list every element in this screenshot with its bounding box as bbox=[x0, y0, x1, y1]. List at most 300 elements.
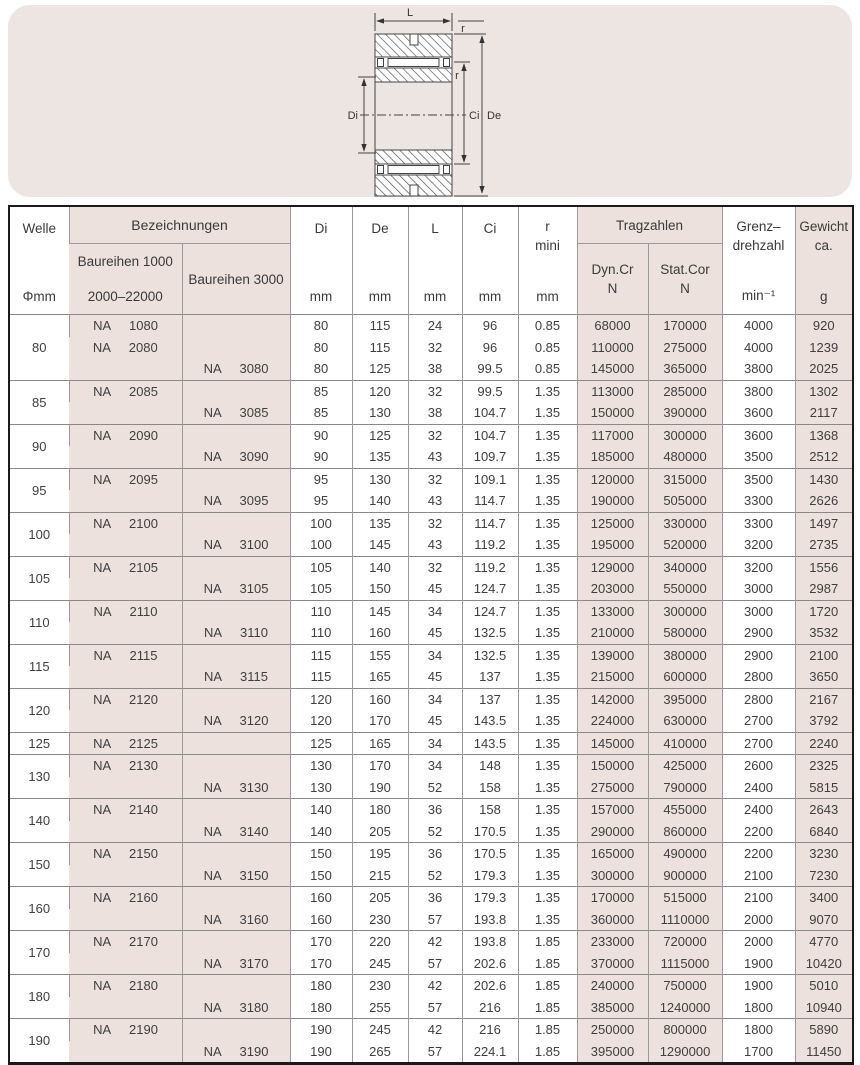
designation-1000-cell: NA 2115 bbox=[69, 644, 182, 666]
designation-1000-cell bbox=[69, 402, 182, 424]
de-cell: 135 bbox=[352, 512, 408, 534]
de-cell: 160 bbox=[352, 622, 408, 644]
stat-cor-cell: 455000 bbox=[648, 799, 722, 821]
di-cell: 180 bbox=[290, 975, 352, 997]
grenzdrehzahl-cell: 3300 bbox=[722, 490, 795, 512]
table-row bbox=[9, 777, 853, 799]
welle-label: Welle bbox=[22, 221, 56, 236]
dyn-cr-cell: 68000 bbox=[577, 315, 648, 337]
l-cell: 52 bbox=[408, 777, 462, 799]
designation-1000-cell bbox=[69, 710, 182, 732]
grenzdrehzahl-cell: 1900 bbox=[722, 953, 795, 975]
designation-3000-cell: NA 3105 bbox=[182, 578, 290, 600]
r-mini-cell: 0.85 bbox=[518, 358, 577, 380]
stat-cor-cell: 860000 bbox=[648, 821, 722, 843]
designation-3000-cell: NA 3090 bbox=[182, 446, 290, 468]
de-cell: 170 bbox=[352, 755, 408, 777]
di-cell: 100 bbox=[290, 512, 352, 534]
di-cell: 100 bbox=[290, 534, 352, 556]
de-cell: 205 bbox=[352, 887, 408, 909]
table-row bbox=[9, 1041, 853, 1064]
dyn-cr-cell: 165000 bbox=[577, 843, 648, 865]
designation-3000-cell bbox=[182, 887, 290, 909]
designation-1000-cell bbox=[69, 953, 182, 975]
table-row bbox=[9, 337, 853, 359]
stat-cor-cell: 790000 bbox=[648, 777, 722, 799]
l-cell: 43 bbox=[408, 534, 462, 556]
lube-groove-bottom bbox=[410, 185, 418, 196]
de-cell: 135 bbox=[352, 446, 408, 468]
welle-symbol: Φmm bbox=[22, 289, 56, 304]
stat-cor-cell: 170000 bbox=[648, 315, 722, 337]
ci-cell: 170.5 bbox=[462, 821, 518, 843]
de-cell: 245 bbox=[352, 953, 408, 975]
l-cell: 45 bbox=[408, 666, 462, 688]
designation-1000-cell bbox=[69, 490, 182, 512]
header-bezeichnungen: Bezeichnungen bbox=[69, 206, 290, 244]
table-row bbox=[9, 843, 853, 865]
ci-cell: 148 bbox=[462, 755, 518, 777]
de-cell: 140 bbox=[352, 556, 408, 578]
ci-label: Ci bbox=[483, 221, 497, 236]
grenzdrehzahl-cell: 3500 bbox=[722, 468, 795, 490]
dyn-cr-cell: 113000 bbox=[577, 380, 648, 402]
di-cell: 190 bbox=[290, 1019, 352, 1041]
l-cell: 34 bbox=[408, 600, 462, 622]
grenzdrehzahl-cell: 1900 bbox=[722, 975, 795, 997]
r-mini-cell: 1.35 bbox=[518, 490, 577, 512]
de-cell: 130 bbox=[352, 402, 408, 424]
dyn-cr-cell: 300000 bbox=[577, 865, 648, 887]
designation-3000-cell bbox=[182, 600, 290, 622]
dyn-cr-cell: 215000 bbox=[577, 666, 648, 688]
designation-1000-cell: NA 2090 bbox=[69, 424, 182, 446]
di-cell: 190 bbox=[290, 1041, 352, 1064]
r-mini-cell: 0.85 bbox=[518, 337, 577, 359]
di-cell: 120 bbox=[290, 710, 352, 732]
stat-cor-cell: 330000 bbox=[648, 512, 722, 534]
gewicht-cell: 2100 bbox=[795, 644, 853, 666]
r-mini-cell: 1.35 bbox=[518, 688, 577, 710]
table-row bbox=[9, 887, 853, 909]
de-unit: mm bbox=[368, 289, 392, 304]
grenzdrehzahl-cell: 3600 bbox=[722, 424, 795, 446]
dyn-cr-cell: 117000 bbox=[577, 424, 648, 446]
r-mini-cell: 1.35 bbox=[518, 843, 577, 865]
di-cell: 130 bbox=[290, 777, 352, 799]
gewicht-cell: 1497 bbox=[795, 512, 853, 534]
stat-cor-cell: 490000 bbox=[648, 843, 722, 865]
de-cell: 170 bbox=[352, 710, 408, 732]
r-mini-cell: 1.35 bbox=[518, 644, 577, 666]
ci-cell: 109.1 bbox=[462, 468, 518, 490]
l-cell: 34 bbox=[408, 732, 462, 755]
grenzdrehzahl-cell: 4000 bbox=[722, 337, 795, 359]
stat-cor-cell: 580000 bbox=[648, 622, 722, 644]
grenzdrehzahl-cell: 2900 bbox=[722, 622, 795, 644]
r-mini-cell: 1.35 bbox=[518, 512, 577, 534]
grenz-unit: min⁻¹ bbox=[741, 288, 776, 303]
stat-cor-cell: 390000 bbox=[648, 402, 722, 424]
l-cell: 38 bbox=[408, 358, 462, 380]
ci-cell: 104.7 bbox=[462, 424, 518, 446]
gewicht-cell: 1556 bbox=[795, 556, 853, 578]
di-cell: 120 bbox=[290, 688, 352, 710]
r-mini-cell: 1.35 bbox=[518, 468, 577, 490]
dyn-cr-cell: 145000 bbox=[577, 732, 648, 755]
designation-3000-cell bbox=[182, 380, 290, 402]
gewicht-cell: 10420 bbox=[795, 953, 853, 975]
designation-3000-cell: NA 3190 bbox=[182, 1041, 290, 1064]
l-cell: 42 bbox=[408, 975, 462, 997]
r-mini-cell: 1.85 bbox=[518, 1019, 577, 1041]
table-row bbox=[9, 556, 853, 578]
ci-cell: 216 bbox=[462, 997, 518, 1019]
designation-1000-cell: NA 2180 bbox=[69, 975, 182, 997]
de-cell: 125 bbox=[352, 358, 408, 380]
r-mini-cell: 1.35 bbox=[518, 732, 577, 755]
gewicht-cell: 2626 bbox=[795, 490, 853, 512]
welle-cell: 110 bbox=[9, 600, 69, 644]
grenzdrehzahl-cell: 2100 bbox=[722, 865, 795, 887]
gewicht-cell: 3532 bbox=[795, 622, 853, 644]
grenzdrehzahl-cell: 3200 bbox=[722, 556, 795, 578]
r-mini-cell: 1.35 bbox=[518, 887, 577, 909]
designation-1000-cell bbox=[69, 777, 182, 799]
stat-cor-cell: 425000 bbox=[648, 755, 722, 777]
de-cell: 145 bbox=[352, 534, 408, 556]
header-gewicht bbox=[795, 206, 853, 315]
r-mini-cell: 1.85 bbox=[518, 953, 577, 975]
dyn-cr-cell: 150000 bbox=[577, 402, 648, 424]
gewicht-cell: 3650 bbox=[795, 666, 853, 688]
di-cell: 80 bbox=[290, 337, 352, 359]
header-welle bbox=[9, 206, 69, 315]
table-row bbox=[9, 380, 853, 402]
di-cell: 150 bbox=[290, 865, 352, 887]
de-cell: 230 bbox=[352, 909, 408, 931]
di-cell: 85 bbox=[290, 380, 352, 402]
header-tragzahlen: Tragzahlen bbox=[577, 206, 722, 244]
stat-cor-cell: 515000 bbox=[648, 887, 722, 909]
table-row bbox=[9, 688, 853, 710]
gewicht-cell: 5010 bbox=[795, 975, 853, 997]
de-cell: 130 bbox=[352, 468, 408, 490]
designation-3000-cell bbox=[182, 512, 290, 534]
gewicht-cell: 2167 bbox=[795, 688, 853, 710]
welle-cell: 115 bbox=[9, 644, 69, 688]
table-row bbox=[9, 578, 853, 600]
de-cell: 205 bbox=[352, 821, 408, 843]
de-cell: 265 bbox=[352, 1041, 408, 1064]
designation-1000-cell: NA 2125 bbox=[69, 732, 182, 755]
l-cell: 34 bbox=[408, 688, 462, 710]
gewicht-cell: 2512 bbox=[795, 446, 853, 468]
gewicht-cell: 1239 bbox=[795, 337, 853, 359]
ci-cell: 193.8 bbox=[462, 931, 518, 953]
l-cell: 24 bbox=[408, 315, 462, 337]
grenzdrehzahl-cell: 1800 bbox=[722, 1019, 795, 1041]
dyn-cr-cell: 133000 bbox=[577, 600, 648, 622]
diagram-panel bbox=[8, 5, 852, 197]
r-mini-cell: 1.85 bbox=[518, 975, 577, 997]
r-mini-cell: 1.35 bbox=[518, 666, 577, 688]
r-mini-cell: 1.35 bbox=[518, 821, 577, 843]
table-header bbox=[9, 206, 853, 315]
gewicht-cell: 5890 bbox=[795, 1019, 853, 1041]
designation-1000-cell bbox=[69, 865, 182, 887]
stat-cor-cell: 315000 bbox=[648, 468, 722, 490]
designation-1000-cell bbox=[69, 446, 182, 468]
dyn-cr-cell: 195000 bbox=[577, 534, 648, 556]
dyn-cr-cell: 145000 bbox=[577, 358, 648, 380]
table-row bbox=[9, 446, 853, 468]
header-di bbox=[290, 206, 352, 315]
table-row bbox=[9, 931, 853, 953]
l-cell: 38 bbox=[408, 402, 462, 424]
designation-3000-cell: NA 3160 bbox=[182, 909, 290, 931]
ci-cell: 137 bbox=[462, 666, 518, 688]
di-cell: 115 bbox=[290, 644, 352, 666]
dyn-cr-cell: 370000 bbox=[577, 953, 648, 975]
label-r-mid: r bbox=[455, 70, 459, 82]
stat-cor-cell: 750000 bbox=[648, 975, 722, 997]
grenzdrehzahl-cell: 1800 bbox=[722, 997, 795, 1019]
ci-cell: 202.6 bbox=[462, 975, 518, 997]
designation-1000-cell: NA 2130 bbox=[69, 755, 182, 777]
ci-cell: 99.5 bbox=[462, 358, 518, 380]
grenzdrehzahl-cell: 3000 bbox=[722, 578, 795, 600]
dyn-cr-cell: 139000 bbox=[577, 644, 648, 666]
designation-1000-cell bbox=[69, 821, 182, 843]
designation-3000-cell bbox=[182, 755, 290, 777]
grenzdrehzahl-cell: 2400 bbox=[722, 777, 795, 799]
stat-cor-cell: 300000 bbox=[648, 424, 722, 446]
de-cell: 255 bbox=[352, 997, 408, 1019]
di-cell: 105 bbox=[290, 578, 352, 600]
header-r-mini bbox=[518, 206, 577, 315]
l-cell: 34 bbox=[408, 644, 462, 666]
stat-cor-cell: 380000 bbox=[648, 644, 722, 666]
di-cell: 90 bbox=[290, 424, 352, 446]
r-mini-cell: 1.35 bbox=[518, 865, 577, 887]
stat-cor-cell: 340000 bbox=[648, 556, 722, 578]
grenzdrehzahl-cell: 3000 bbox=[722, 600, 795, 622]
grenzdrehzahl-cell: 2800 bbox=[722, 688, 795, 710]
stat-cor-cell: 505000 bbox=[648, 490, 722, 512]
grenzdrehzahl-cell: 3800 bbox=[722, 380, 795, 402]
label-De: De bbox=[487, 110, 502, 122]
stat-cor-cell: 1110000 bbox=[648, 909, 722, 931]
l-cell: 32 bbox=[408, 468, 462, 490]
gewicht-cell: 2240 bbox=[795, 732, 853, 755]
stat-cor-cell: 600000 bbox=[648, 666, 722, 688]
designation-3000-cell bbox=[182, 732, 290, 755]
dyn-cr-cell: 110000 bbox=[577, 337, 648, 359]
designation-3000-cell bbox=[182, 424, 290, 446]
stat-cor-cell: 550000 bbox=[648, 578, 722, 600]
dyn-cr-cell: 129000 bbox=[577, 556, 648, 578]
l-cell: 32 bbox=[408, 512, 462, 534]
welle-cell: 170 bbox=[9, 931, 69, 975]
welle-cell: 90 bbox=[9, 424, 69, 468]
l-cell: 32 bbox=[408, 380, 462, 402]
di-cell: 95 bbox=[290, 490, 352, 512]
dyn-cr-cell: 210000 bbox=[577, 622, 648, 644]
table-body bbox=[9, 315, 853, 1064]
l-cell: 43 bbox=[408, 490, 462, 512]
welle-cell: 125 bbox=[9, 732, 69, 755]
di-cell: 140 bbox=[290, 821, 352, 843]
welle-cell: 150 bbox=[9, 843, 69, 887]
designation-3000-cell bbox=[182, 315, 290, 337]
de-cell: 180 bbox=[352, 799, 408, 821]
header-l bbox=[408, 206, 462, 315]
table-row bbox=[9, 953, 853, 975]
de-cell: 115 bbox=[352, 315, 408, 337]
de-cell: 120 bbox=[352, 380, 408, 402]
gewicht-cell: 920 bbox=[795, 315, 853, 337]
de-cell: 125 bbox=[352, 424, 408, 446]
header-stat-cor: Stat.Cor N bbox=[648, 244, 722, 315]
welle-cell: 160 bbox=[9, 887, 69, 931]
de-cell: 190 bbox=[352, 777, 408, 799]
designation-1000-cell: NA 2150 bbox=[69, 843, 182, 865]
ci-cell: 99.5 bbox=[462, 380, 518, 402]
grenzdrehzahl-cell: 2200 bbox=[722, 843, 795, 865]
gewicht-cell: 9070 bbox=[795, 909, 853, 931]
l-cell: 45 bbox=[408, 710, 462, 732]
table-row bbox=[9, 358, 853, 380]
designation-1000-cell: NA 2080 bbox=[69, 337, 182, 359]
gewicht-cell: 2117 bbox=[795, 402, 853, 424]
dyn-cr-cell: 125000 bbox=[577, 512, 648, 534]
r-mini-cell: 1.35 bbox=[518, 380, 577, 402]
di-cell: 170 bbox=[290, 931, 352, 953]
designation-1000-cell: NA 2095 bbox=[69, 468, 182, 490]
dyn-cr-cell: 385000 bbox=[577, 997, 648, 1019]
r-mini-cell: 1.35 bbox=[518, 600, 577, 622]
de-label: De bbox=[371, 221, 389, 236]
grenz-label: Grenz– drehzahl bbox=[732, 219, 785, 253]
r-mini-cell: 1.35 bbox=[518, 578, 577, 600]
grenzdrehzahl-cell: 2400 bbox=[722, 799, 795, 821]
r-mini-cell: 1.35 bbox=[518, 402, 577, 424]
de-cell: 195 bbox=[352, 843, 408, 865]
l-cell: 45 bbox=[408, 578, 462, 600]
di-cell: 90 bbox=[290, 446, 352, 468]
designation-3000-cell bbox=[182, 799, 290, 821]
gewicht-cell: 2987 bbox=[795, 578, 853, 600]
dyn-cr-cell: 290000 bbox=[577, 821, 648, 843]
di-cell: 180 bbox=[290, 997, 352, 1019]
ci-cell: 132.5 bbox=[462, 644, 518, 666]
label-Di: Di bbox=[347, 110, 358, 122]
table-row bbox=[9, 799, 853, 821]
ci-cell: 114.7 bbox=[462, 490, 518, 512]
table-row bbox=[9, 402, 853, 424]
grenzdrehzahl-cell: 2900 bbox=[722, 644, 795, 666]
header-grenzdrehzahl bbox=[722, 206, 795, 315]
gewicht-cell: 2735 bbox=[795, 534, 853, 556]
ci-cell: 143.5 bbox=[462, 732, 518, 755]
designation-3000-cell bbox=[182, 468, 290, 490]
l-cell: 42 bbox=[408, 1019, 462, 1041]
dyn-cr-cell: 240000 bbox=[577, 975, 648, 997]
header-dyn-cr: Dyn.Cr N bbox=[577, 244, 648, 315]
r-mini-label: r mini bbox=[535, 219, 560, 253]
designation-1000-cell bbox=[69, 534, 182, 556]
l-cell: 32 bbox=[408, 337, 462, 359]
r-mini-cell: 1.35 bbox=[518, 424, 577, 446]
dyn-cr-cell: 224000 bbox=[577, 710, 648, 732]
designation-3000-cell bbox=[182, 931, 290, 953]
gewicht-cell: 1430 bbox=[795, 468, 853, 490]
welle-cell: 105 bbox=[9, 556, 69, 600]
lube-groove-top bbox=[410, 34, 418, 45]
di-cell: 150 bbox=[290, 843, 352, 865]
ci-cell: 179.3 bbox=[462, 887, 518, 909]
ci-cell: 119.2 bbox=[462, 534, 518, 556]
ci-cell: 158 bbox=[462, 799, 518, 821]
dyn-cr-cell: 360000 bbox=[577, 909, 648, 931]
ci-cell: 109.7 bbox=[462, 446, 518, 468]
table-row bbox=[9, 490, 853, 512]
grenzdrehzahl-cell: 4000 bbox=[722, 315, 795, 337]
label-L: L bbox=[406, 7, 414, 19]
r-mini-cell: 1.85 bbox=[518, 1041, 577, 1064]
di-cell: 160 bbox=[290, 909, 352, 931]
dyn-cr-cell: 142000 bbox=[577, 688, 648, 710]
gewicht-cell: 3792 bbox=[795, 710, 853, 732]
designation-1000-cell: NA 2160 bbox=[69, 887, 182, 909]
designation-1000-cell: NA 2100 bbox=[69, 512, 182, 534]
designation-1000-cell bbox=[69, 358, 182, 380]
dyn-cr-cell: 395000 bbox=[577, 1041, 648, 1064]
designation-3000-cell: NA 3150 bbox=[182, 865, 290, 887]
gewicht-cell: 1302 bbox=[795, 380, 853, 402]
designation-3000-cell: NA 3115 bbox=[182, 666, 290, 688]
r-mini-cell: 1.35 bbox=[518, 909, 577, 931]
designation-3000-cell: NA 3110 bbox=[182, 622, 290, 644]
l-label: L bbox=[431, 221, 439, 236]
r-mini-cell: 1.35 bbox=[518, 446, 577, 468]
stat-cor-cell: 300000 bbox=[648, 600, 722, 622]
header-ci bbox=[462, 206, 518, 315]
r-mini-cell: 1.35 bbox=[518, 556, 577, 578]
grenzdrehzahl-cell: 2700 bbox=[722, 732, 795, 755]
designation-1000-cell: NA 2190 bbox=[69, 1019, 182, 1041]
r-mini-cell: 1.35 bbox=[518, 777, 577, 799]
welle-cell: 95 bbox=[9, 468, 69, 512]
ci-cell: 119.2 bbox=[462, 556, 518, 578]
di-cell: 85 bbox=[290, 402, 352, 424]
table-row bbox=[9, 315, 853, 337]
designation-3000-cell: NA 3100 bbox=[182, 534, 290, 556]
l-cell: 32 bbox=[408, 556, 462, 578]
welle-cell: 130 bbox=[9, 755, 69, 799]
table-row bbox=[9, 468, 853, 490]
designation-3000-cell bbox=[182, 644, 290, 666]
gewicht-cell: 1720 bbox=[795, 600, 853, 622]
designation-1000-cell bbox=[69, 1041, 182, 1064]
stat-cor-cell: 520000 bbox=[648, 534, 722, 556]
label-Ci: Ci bbox=[469, 110, 480, 122]
l-cell: 57 bbox=[408, 953, 462, 975]
dyn-cr-cell: 275000 bbox=[577, 777, 648, 799]
dyn-cr-cell: 170000 bbox=[577, 887, 648, 909]
de-cell: 140 bbox=[352, 490, 408, 512]
